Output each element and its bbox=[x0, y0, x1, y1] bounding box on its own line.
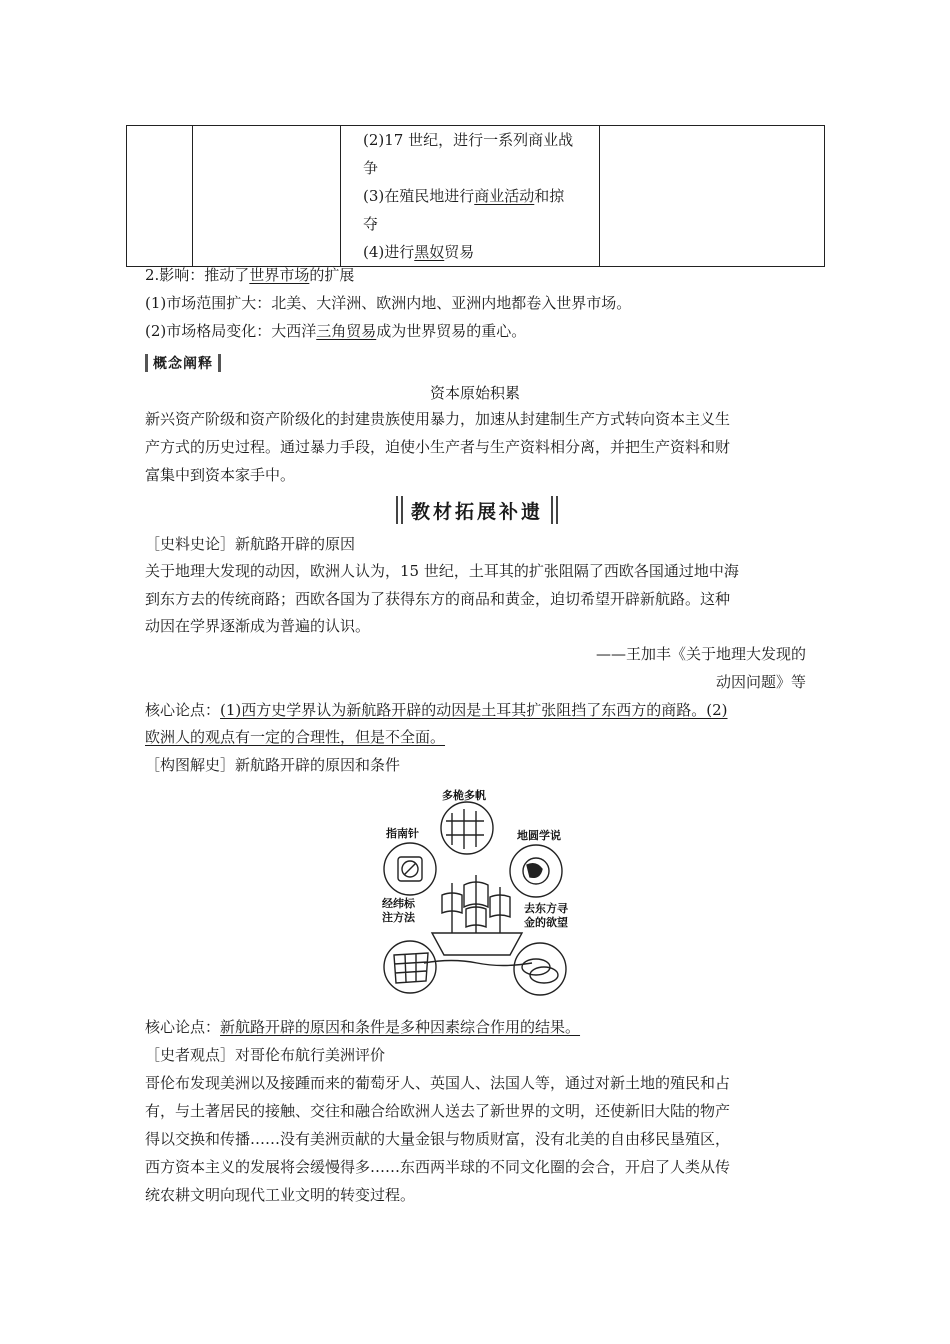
mast-icon bbox=[441, 802, 493, 854]
s3-line-2: 有，与土著居民的接触、交往和融合给欧洲人送去了新世界的文明，还使新旧大陆的物产 bbox=[145, 1102, 731, 1120]
navigation-figure bbox=[372, 783, 582, 1005]
s3-line-1: 哥伦布发现美洲以及接踵而来的葡萄牙人、英国人、法国人等，通过对新土地的殖民和占 bbox=[145, 1074, 731, 1092]
table-line: 争 bbox=[363, 159, 379, 177]
s1-heading: ［史料史论］新航路开辟的原因 bbox=[145, 535, 356, 553]
label-gold-desire-2: 金的欲望 bbox=[524, 916, 568, 929]
table-cell-1 bbox=[127, 126, 193, 267]
ship-icon bbox=[424, 875, 532, 966]
citation-line-1: ——王加丰《关于地理大发现的 bbox=[595, 645, 806, 663]
table-cell-4 bbox=[600, 126, 825, 267]
label-multi-mast: 多桅多帆 bbox=[442, 789, 486, 802]
table-line: (4)进行黑奴贸易 bbox=[363, 243, 475, 261]
concept-tag: 概念阐释 bbox=[145, 353, 221, 373]
label-latlong-1: 经纬标 bbox=[382, 897, 415, 910]
s3-heading: ［史者观点］对哥伦布航行美洲评价 bbox=[145, 1046, 386, 1064]
impact-heading: 2.影响：推动了世界市场的扩展 bbox=[145, 266, 355, 284]
s1-line-2: 到东方去的传统商路；西欧各国为了获得东方的商品和黄金，迫切希望开辟新航路。这种 bbox=[145, 590, 731, 608]
impact-line-2: (2)市场格局变化：大西洋三角贸易成为世界贸易的重心。 bbox=[145, 322, 527, 340]
concept-line-3: 富集中到资本家手中。 bbox=[145, 466, 296, 484]
s3-line-5: 统农耕文明向现代工业文明的转变过程。 bbox=[145, 1186, 416, 1204]
s2-heading: ［构图解史］新航路开辟的原因和条件 bbox=[145, 756, 401, 774]
label-compass: 指南针 bbox=[386, 827, 419, 840]
table-line: (2)17 世纪，进行一系列商业战 bbox=[363, 131, 574, 149]
s1-line-1: 关于地理大发现的动因，欧洲人认为，15 世纪，土耳其的扩张阻隔了西欧各国通过地中海 bbox=[145, 562, 739, 580]
map-grid-icon bbox=[384, 941, 436, 993]
comparison-table bbox=[126, 125, 825, 267]
s3-line-4: 西方资本主义的发展将会缓慢得多……东西两半球的不同文化圈的会合，开启了人类从传 bbox=[145, 1158, 731, 1176]
label-globe-theory: 地圆学说 bbox=[517, 829, 561, 842]
table-line: (3)在殖民地进行商业活动和掠 bbox=[363, 187, 565, 205]
s3-line-3: 得以交换和传播……没有美洲贡献的大量金银与物质财富，没有北美的自由移民垦殖区， bbox=[145, 1130, 731, 1148]
table-cell-3 bbox=[341, 126, 600, 267]
citation-line-2: 动因问题》等 bbox=[715, 673, 806, 691]
table-cell-2 bbox=[193, 126, 341, 267]
s1-core-2: 欧洲人的观点有一定的合理性，但是不全面。 bbox=[145, 728, 446, 746]
s1-line-3: 动因在学界逐渐成为普遍的认识。 bbox=[145, 617, 371, 635]
concept-line-1: 新兴资产阶级和资产阶级化的封建贵族使用暴力，加速从封建制生产方式转向资本主义生 bbox=[145, 410, 731, 428]
concept-title: 资本原始积累 bbox=[429, 384, 520, 402]
label-gold-desire-1: 去东方寻 bbox=[524, 902, 568, 915]
s1-core-1: 核心论点：(1)西方史学界认为新航路开辟的动因是土耳其扩张阻挡了东西方的商路。(2) bbox=[145, 701, 728, 719]
table-line: 夺 bbox=[363, 215, 379, 233]
s2-core: 核心论点：新航路开辟的原因和条件是多种因素综合作用的结果。 bbox=[145, 1018, 581, 1036]
concept-line-2: 产方式的历史过程。通过暴力手段，迫使小生产者与生产资料相分离，并把生产资料和财 bbox=[145, 438, 731, 456]
impact-line-1: (1)市场范围扩大：北美、大洋洲、欧洲内地、亚洲内地都卷入世界市场。 bbox=[145, 294, 632, 312]
label-latlong-2: 注方法 bbox=[382, 911, 415, 924]
section-title: 教材拓展补遗 bbox=[396, 495, 558, 525]
